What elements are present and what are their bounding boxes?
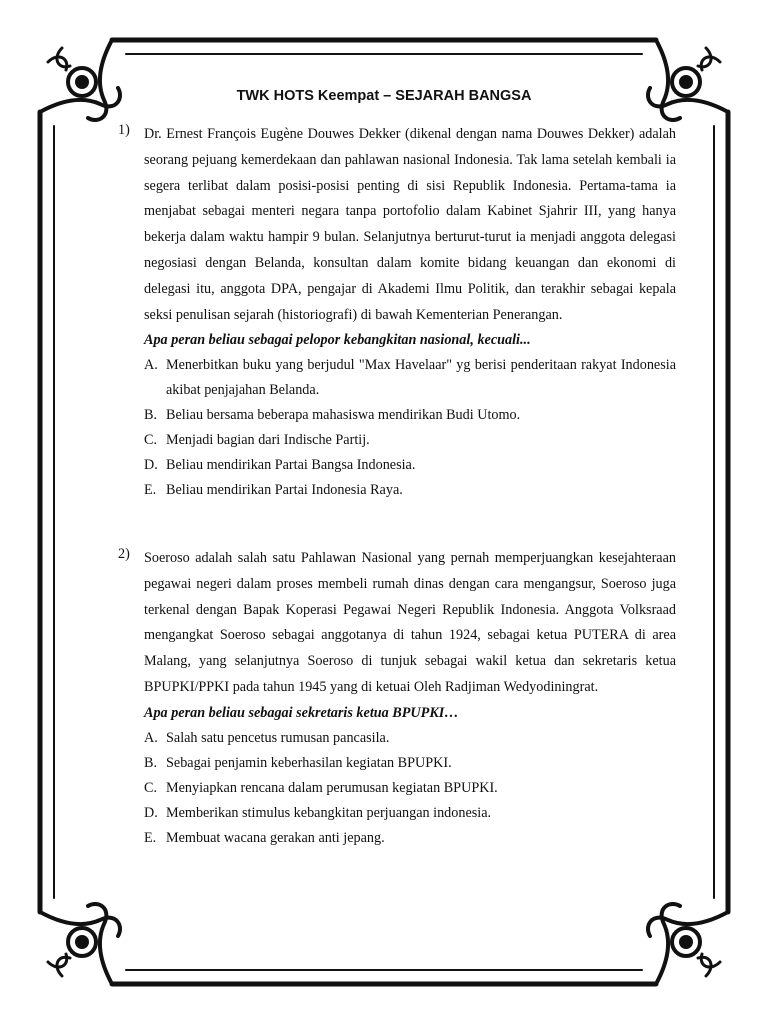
option-b <box>144 403 676 428</box>
option-text: Menerbitkan buku yang berjudul "Max Havelaar" yg berisi penderitaan rakyat Indonesia akibat penjajahan Belanda. <box>166 357 676 399</box>
option-a <box>144 353 676 403</box>
option-text: Beliau mendirikan Partai Bangsa Indonesia. <box>166 457 416 474</box>
option-letter: A. <box>144 357 158 374</box>
corner-ornament-bottom-left <box>40 904 120 984</box>
option-letter: A. <box>144 729 158 746</box>
option-text: Memberikan stimulus kebangkitan perjuangan indonesia. <box>166 804 492 821</box>
answer-options <box>144 726 676 851</box>
option-letter: B. <box>144 754 158 771</box>
option-e <box>144 826 676 851</box>
option-c <box>144 428 676 453</box>
corner-ornament-top-left <box>40 40 120 120</box>
option-b <box>144 751 676 776</box>
option-d <box>144 801 676 826</box>
question-prompt: Apa peran beliau sebagai sekretaris ketua BPUPKI… <box>144 704 459 721</box>
option-text: Membuat wacana gerakan anti jepang. <box>166 829 385 846</box>
option-letter: D. <box>144 804 158 821</box>
option-e <box>144 478 676 503</box>
question-2 <box>118 546 676 851</box>
option-letter: E. <box>144 482 157 499</box>
option-text: Sebagai penjamin keberhasilan kegiatan BPUPKI. <box>166 754 452 771</box>
option-text: Salah satu pencetus rumusan pancasila. <box>166 729 390 746</box>
question-number: 2) <box>118 546 130 562</box>
question-text: Soeroso adalah salah satu Pahlawan Nasional yang pernah memperjuangkan kesejahteraan pegawai negeri dalam proses membeli rumah dinas dengan cara mengangsur, Soeroso juga terkenal dengan Bapak Koperasi Pegawai Negeri Republik Indonesia. Anggota Volksraad mengangkat Soeroso sebagai anggotanya di tahun 1924, sebagai ketua PUTERA di area Malang, yang selanjutnya Soeroso di tunjuk sebagai wakil ketua dan sekretaris ketua BPUPKI/PPKI pada tahun 1945 yang di ketuai Oleh Radjiman Wedyodiningrat. <box>144 550 676 695</box>
option-letter: D. <box>144 457 158 474</box>
question-1 <box>118 122 676 503</box>
question-prompt: Apa peran beliau sebagai pelopor kebangkitan nasional, kecuali... <box>144 332 531 349</box>
corner-ornament-top-right <box>648 40 728 120</box>
answer-options <box>144 353 676 503</box>
option-text: Beliau bersama beberapa mahasiswa mendirikan Budi Utomo. <box>166 407 521 424</box>
option-a <box>144 726 676 751</box>
option-text: Menjadi bagian dari Indische Partij. <box>166 432 370 449</box>
option-letter: C. <box>144 779 158 796</box>
option-letter: B. <box>144 407 158 424</box>
question-text: Dr. Ernest François Eugène Douwes Dekker (dikenal dengan nama Douwes Dekker) adalah seorang pejuang kemerdekaan dan pahlawan nasional Indonesia. Tak lama setelah kembali ia segera terlibat dalam posisi-posisi penting di sisi Republik Indonesia. Pertama-tama ia menjabat sebagai menteri negara tanpa portofolio dalam Kabinet Sjahrir III, yang hanya bekerja dalam waktu hampir 9 bulan. Selanjutnya berturut-turut ia menjadi anggota delegasi negosiasi dengan Belanda, konsultan dalam komite bidang keuangan dan ekonomi di delegasi itu, anggota DPA, pengajar di Akademi Ilmu Politik, dan terakhir sebagai kepala seksi penulisan sejarah (historiografi) di bawah Kementerian Penerangan. <box>144 126 676 323</box>
option-letter: E. <box>144 829 157 846</box>
option-text: Beliau mendirikan Partai Indonesia Raya. <box>166 482 403 499</box>
option-text: Menyiapkan rencana dalam perumusan kegiatan BPUPKI. <box>166 779 498 796</box>
option-letter: C. <box>144 432 158 449</box>
page-title: TWK HOTS Keempat – SEJARAH BANGSA <box>236 88 532 104</box>
option-c <box>144 776 676 801</box>
question-number: 1) <box>118 122 130 138</box>
option-d <box>144 453 676 478</box>
corner-ornament-bottom-right <box>648 904 728 984</box>
